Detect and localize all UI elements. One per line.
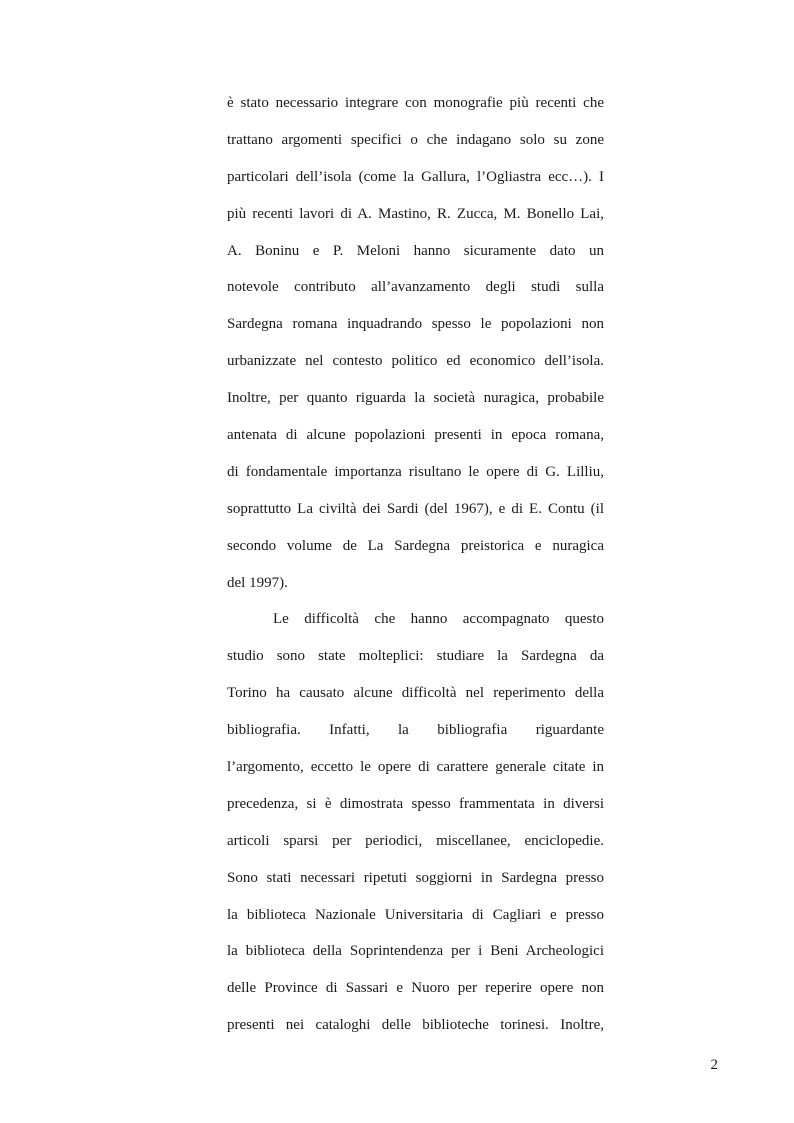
- text-line: notevole contributo all’avanzamento degli studi sulla: [227, 279, 604, 296]
- paragraph: [227, 601, 604, 1044]
- text-line: A. Boninu e P. Meloni hanno sicuramente dato un: [227, 242, 604, 259]
- text-line: la biblioteca Nazionale Universitaria di Cagliari e presso: [227, 906, 604, 923]
- text-line: Sono stati necessari ripetuti soggiorni in Sardegna presso: [227, 869, 604, 886]
- text-line: presenti nei cataloghi delle biblioteche torinesi. Inoltre,: [227, 1017, 604, 1034]
- text-line: Inoltre, per quanto riguarda la società nuragica, probabile: [227, 390, 604, 407]
- text-line: l’argomento, eccetto le opere di carattere generale citate in: [227, 759, 604, 776]
- text-line: urbanizzate nel contesto politico ed economico dell’isola.: [227, 353, 604, 370]
- body-text: [227, 85, 604, 1044]
- text-line: secondo volume de La Sardegna preistorica e nuragica: [227, 537, 604, 554]
- text-line: Le difficoltà che hanno accompagnato questo: [273, 611, 604, 628]
- text-line: la biblioteca della Soprintendenza per i Beni Archeologici: [227, 943, 604, 960]
- paragraph: [227, 85, 604, 601]
- text-line: più recenti lavori di A. Mastino, R. Zucca, M. Bonello Lai,: [227, 205, 604, 222]
- text-line: trattano argomenti specifici o che indagano solo su zone: [227, 131, 604, 148]
- text-line: articoli sparsi per periodici, miscellanee, enciclopedie.: [227, 832, 604, 849]
- text-line: bibliografia. Infatti, la bibliografia riguardante: [227, 722, 604, 739]
- text-line: particolari dell’isola (come la Gallura, l’Ogliastra ecc…). I: [227, 168, 604, 185]
- text-line: precedenza, si è dimostrata spesso frammentata in diversi: [227, 795, 604, 812]
- text-line: soprattutto La civiltà dei Sardi (del 1967), e di E. Contu (il: [227, 500, 604, 517]
- text-line: di fondamentale importanza risultano le opere di G. Lilliu,: [227, 463, 604, 480]
- text-line: del 1997).: [227, 574, 288, 591]
- text-line: studio sono state molteplici: studiare la Sardegna da: [227, 648, 604, 665]
- page-number: 2: [710, 1057, 718, 1073]
- text-line: delle Province di Sassari e Nuoro per reperire opere non: [227, 980, 604, 997]
- text-line: è stato necessario integrare con monografie più recenti che: [227, 95, 604, 111]
- text-line: antenata di alcune popolazioni presenti in epoca romana,: [227, 427, 604, 444]
- text-line: Torino ha causato alcune difficoltà nel reperimento della: [227, 685, 604, 702]
- text-line: Sardegna romana inquadrando spesso le popolazioni non: [227, 316, 604, 333]
